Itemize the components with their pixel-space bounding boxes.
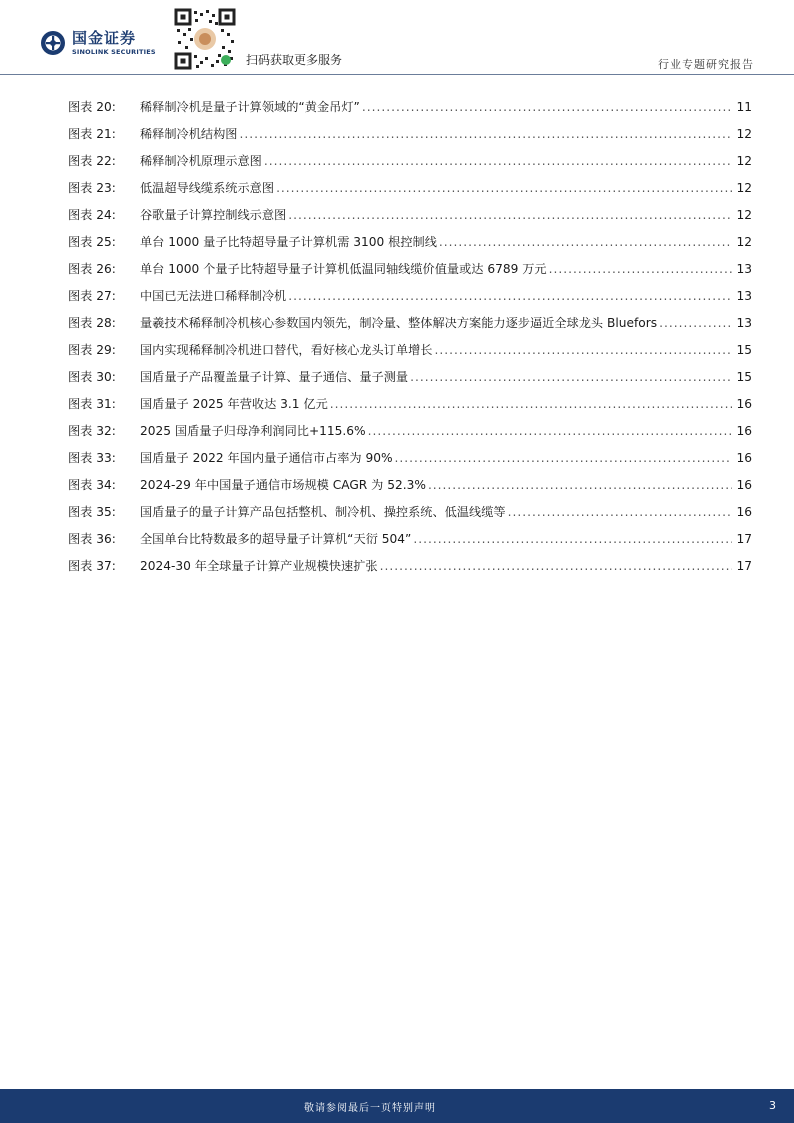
toc-entry-page: 12 [736,208,752,222]
toc-entry[interactable] [68,314,752,341]
toc-dot-leader [276,181,732,195]
figure-list [68,98,752,584]
toc-dot-leader [439,235,732,249]
toc-entry-page: 16 [736,397,752,411]
toc-entry-title: 稀释制冷机结构图 [140,127,238,141]
toc-entry-label: 图表 20: [68,100,116,114]
qr-caption: 扫码获取更多服务 [246,53,343,67]
toc-entry-label: 图表 27: [68,289,116,303]
toc-entry[interactable] [68,206,752,233]
toc-entry[interactable] [68,152,752,179]
toc-entry-label: 图表 37: [68,559,116,573]
toc-entry-title: 低温超导线缆系统示意图 [140,181,275,195]
toc-entry[interactable] [68,368,752,395]
page-header [0,0,794,76]
toc-entry-title: 谷歌量子计算控制线示意图 [140,208,287,222]
toc-dot-leader [435,343,733,357]
toc-entry-page: 16 [736,451,752,465]
header-divider [0,74,794,75]
toc-dot-leader [549,262,732,276]
toc-dot-leader [330,397,732,411]
toc-dot-leader [362,100,732,114]
company-logo[interactable] [40,30,156,56]
toc-entry-title: 稀释制冷机原理示意图 [140,154,262,168]
toc-entry-title: 中国已无法进口稀释制冷机 [140,289,287,303]
toc-entry-label: 图表 22: [68,154,116,168]
toc-entry-page: 11 [736,100,752,114]
toc-entry-title: 稀释制冷机是量子计算领域的“黄金吊灯” [140,100,360,114]
toc-entry-title: 单台 1000 个量子比特超导量子计算机低温同轴线缆价值量或达 6789 万元 [140,262,547,276]
footer-disclaimer: 敬请参阅最后一页特别声明 [304,1103,436,1114]
toc-entry-label: 图表 33: [68,451,116,465]
toc-entry[interactable] [68,260,752,287]
toc-entry-title: 单台 1000 量子比特超导量子计算机需 3100 根控制线 [140,235,437,249]
toc-entry-page: 16 [736,424,752,438]
report-type-label: 行业专题研究报告 [658,58,754,71]
toc-entry-label: 图表 35: [68,505,116,519]
toc-entry-page: 13 [736,262,752,276]
toc-dot-leader [240,127,733,141]
logo-english-name: SINOLINK SECURITIES [72,47,156,56]
toc-entry[interactable] [68,449,752,476]
toc-entry[interactable] [68,233,752,260]
page-number: 3 [769,1099,776,1112]
toc-dot-leader [380,559,732,573]
toc-dot-leader [428,478,732,492]
toc-entry-title: 量羲技术稀释制冷机核心参数国内领先，制冷量、整体解决方案能力逐步逼近全球龙头 Bluefors [140,316,658,330]
toc-entry-label: 图表 31: [68,397,116,411]
toc-entry[interactable] [68,395,752,422]
toc-entry-page: 12 [736,235,752,249]
logo-chinese-name: 国金证券 [72,28,137,47]
toc-entry-page: 16 [736,505,752,519]
toc-entry-label: 图表 21: [68,127,116,141]
toc-dot-leader [368,424,732,438]
toc-entry-label: 图表 36: [68,532,116,546]
toc-entry-title: 全国单台比特数最多的超导量子计算机“天衍 504” [140,532,412,546]
toc-dot-leader [659,316,732,330]
toc-entry[interactable] [68,179,752,206]
toc-entry-page: 12 [736,127,752,141]
toc-entry-page: 17 [736,559,752,573]
toc-dot-leader [288,289,732,303]
toc-entry-label: 图表 23: [68,181,116,195]
toc-entry-title: 国盾量子产品覆盖量子计算、量子通信、量子测量 [140,370,409,384]
toc-entry-title: 国内实现稀释制冷机进口替代，看好核心龙头订单增长 [140,343,433,357]
toc-entry-label: 图表 24: [68,208,116,222]
sinolink-logo-icon [40,30,66,56]
toc-entry-page: 15 [736,370,752,384]
toc-entry-page: 13 [736,316,752,330]
toc-entry[interactable] [68,503,752,530]
toc-entry-title: 2024-30 年全球量子计算产业规模快速扩张 [140,559,378,573]
toc-entry-title: 国盾量子 2022 年国内量子通信市占率为 90% [140,451,393,465]
toc-entry-title: 国盾量子 2025 年营收达 3.1 亿元 [140,397,328,411]
toc-dot-leader [413,532,732,546]
toc-entry[interactable] [68,341,752,368]
toc-entry-label: 图表 32: [68,424,116,438]
toc-entry-label: 图表 26: [68,262,116,276]
toc-entry-page: 12 [736,154,752,168]
toc-entry[interactable] [68,530,752,557]
toc-dot-leader [264,154,732,168]
toc-entry-title: 国盾量子的量子计算产品包括整机、制冷机、操控系统、低温线缆等 [140,505,506,519]
toc-entry-page: 17 [736,532,752,546]
toc-entry-page: 16 [736,478,752,492]
toc-dot-leader [288,208,732,222]
toc-entry-label: 图表 29: [68,343,116,357]
page-number-box [740,1089,794,1123]
toc-entry-title: 2024-29 年中国量子通信市场规模 CAGR 为 52.3% [140,478,426,492]
toc-entry-label: 图表 25: [68,235,116,249]
toc-dot-leader [410,370,732,384]
toc-entry[interactable] [68,287,752,314]
toc-dot-leader [395,451,732,465]
toc-entry-label: 图表 28: [68,316,116,330]
qr-code-icon[interactable] [174,8,236,70]
toc-entry-page: 15 [736,343,752,357]
toc-entry[interactable] [68,422,752,449]
toc-entry-label: 图表 30: [68,370,116,384]
toc-entry[interactable] [68,557,752,584]
toc-entry-page: 12 [736,181,752,195]
toc-entry[interactable] [68,98,752,125]
page-footer [0,1089,794,1123]
toc-entry-page: 13 [736,289,752,303]
toc-entry-title: 2025 国盾量子归母净利润同比+115.6% [140,424,366,438]
toc-dot-leader [508,505,732,519]
toc-entry-label: 图表 34: [68,478,116,492]
toc-entry[interactable] [68,476,752,503]
toc-entry[interactable] [68,125,752,152]
